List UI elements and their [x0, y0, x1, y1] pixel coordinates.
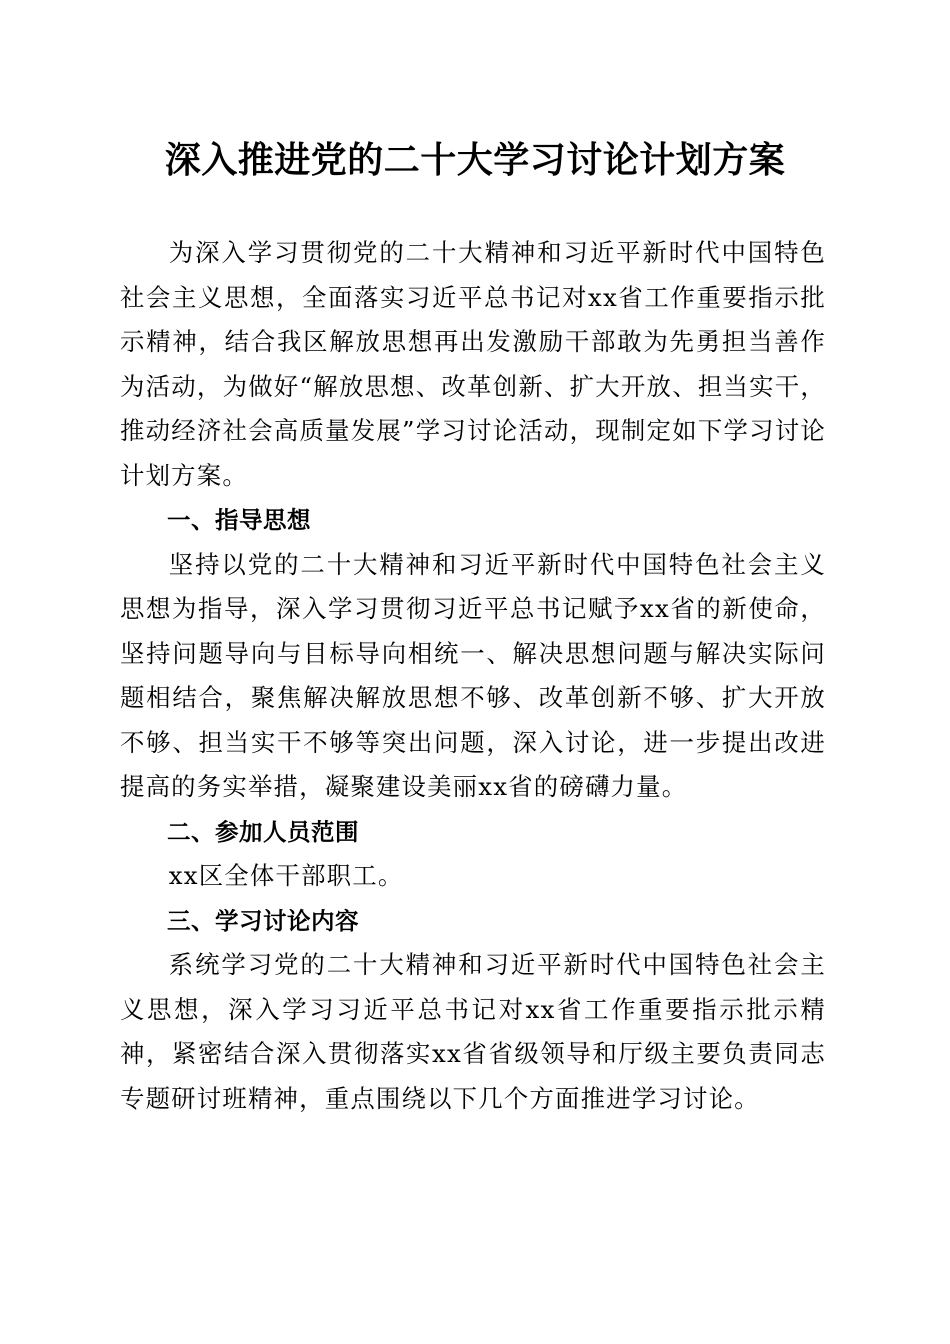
section-heading-study-content: 三、学习讨论内容	[167, 906, 359, 935]
intro-paragraph: 为深入学习贯彻党的二十大精神和习近平新时代中国特色社会主义思想，全面落实习近平总书记对xx省工作重要指示批示精神，结合我区解放思想再出发激励干部敢为先勇担当善作为活动，为做好“解放思想、改革创新、扩大开放、担当实干，推动经济社会高质量发展”学习讨论活动，现制定如下学习讨论计划方案。	[120, 238, 826, 490]
document-title: 深入推进党的二十大学习讨论计划方案	[164, 139, 786, 181]
document-body	[120, 231, 826, 1121]
section-heading-guiding-thought: 一、指导思想	[167, 506, 311, 534]
section-heading-participants: 二、参加人员范围	[167, 817, 359, 846]
section-paragraph-participants: xx区全体干部职工。	[168, 861, 404, 890]
section-paragraph-study-content: 系统学习党的二十大精神和习近平新时代中国特色社会主义思想，深入学习习近平总书记对xx省工作重要指示批示精神，紧密结合深入贯彻落实xx省省级领导和厅级主要负责同志专题研讨班精神，重点围绕以下几个方面推进学习讨论。	[120, 950, 826, 1113]
section-paragraph-guiding-thought: 坚持以党的二十大精神和习近平新时代中国特色社会主义思想为指导，深入学习贯彻习近平总书记赋予xx省的新使命，坚持问题导向与目标导向相统一、解决思想问题与解决实际问题相结合，聚焦解决解放思想不够、改革创新不够、扩大开放不够、担当实干不够等突出问题，深入讨论，进一步提出改进提高的务实举措，凝聚建设美丽xx省的磅礴力量。	[120, 549, 826, 801]
